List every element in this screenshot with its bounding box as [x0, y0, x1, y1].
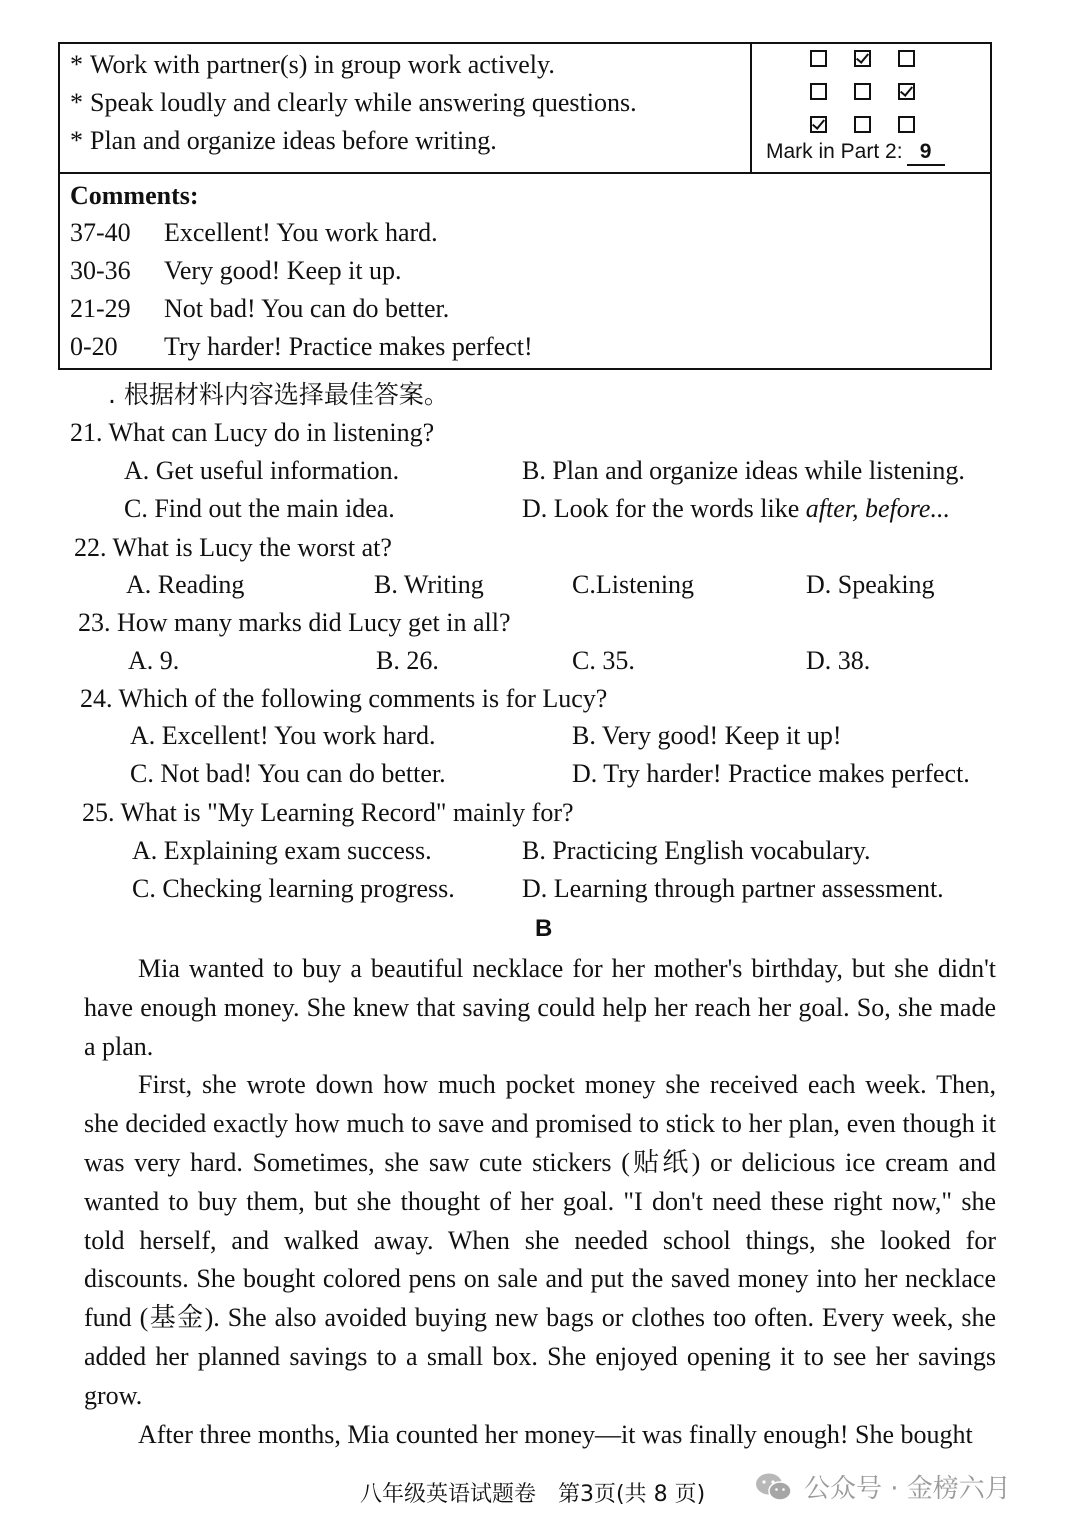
checkbox-row: [810, 50, 942, 83]
option: C. 35.: [572, 646, 635, 675]
option: A. Explaining exam success.: [132, 836, 432, 865]
tip-line: * Plan and organize ideas before writing.: [70, 126, 497, 155]
option: A. Excellent! You work hard.: [130, 721, 436, 750]
section-label: B: [535, 915, 553, 942]
reading-passage: [84, 950, 996, 1454]
option: A. 9.: [128, 646, 180, 675]
option: C. Checking learning progress.: [132, 874, 455, 903]
comment-row: 0-20 Try harder! Practice makes perfect!: [70, 332, 533, 361]
option: B. Plan and organize ideas while listening.: [522, 456, 965, 485]
wechat-logo-icon: [754, 1472, 794, 1502]
marks-cell: [752, 44, 990, 172]
option: C. Not bad! You can do better.: [130, 759, 446, 788]
checked-box-icon: [810, 116, 827, 133]
empty-box-icon: [810, 83, 827, 100]
checked-box-icon: [898, 83, 915, 100]
question-stem: 21. What can Lucy do in listening?: [70, 418, 435, 447]
watermark: [754, 1468, 1011, 1505]
tips-cell: [60, 44, 752, 172]
empty-box-icon: [898, 116, 915, 133]
option: B. Writing: [374, 570, 484, 599]
passage-paragraph: Mia wanted to buy a beautiful necklace for her mother's birthday, but she didn't have enough money. She knew that saving could help her reach her goal. So, she made a plan.: [84, 954, 996, 1061]
option: A. Get useful information.: [124, 456, 400, 485]
option: A. Reading: [126, 570, 245, 599]
question-stem: 23. How many marks did Lucy get in all?: [78, 608, 511, 637]
passage-paragraph: First, she wrote down how much pocket money she received each week. Then, she decided exactly how much to save and promised to stick to her plan, even though it was very hard. Sometimes, she saw cute stickers (贴纸) or delicious ice cream and wanted to buy them, but she thought of her goal. "I don't need these right now," she told herself, and walked away. When she needed school things, she looked for discounts. She bought colored pens on sale and put the saved money into her necklace fund (基金). She also avoided buying new bags or clothes too often. Every week, she added her planned savings to a small box. She enjoyed opening it to see her savings grow.: [84, 1070, 996, 1410]
option: D. 38.: [806, 646, 871, 675]
mark-value: 9: [907, 140, 945, 166]
option: B. Practicing English vocabulary.: [522, 836, 871, 865]
empty-box-icon: [854, 83, 871, 100]
question-stem: 24. Which of the following comments is for Lucy?: [80, 684, 608, 713]
option: C. Find out the main idea.: [124, 494, 395, 523]
empty-box-icon: [810, 50, 827, 67]
mark-in-part2: Mark in Part 2: 9: [766, 140, 945, 166]
page-footer: 八年级英语试题卷 第3页(共 8 页): [360, 1482, 706, 1507]
checked-box-icon: [854, 50, 871, 67]
comment-row: 21-29 Not bad! You can do better.: [70, 294, 450, 323]
watermark-text: 公众号 · 金榜六月: [804, 1474, 1011, 1504]
option: C.Listening: [572, 570, 695, 599]
table-top-row: [60, 44, 990, 174]
question-stem: 22. What is Lucy the worst at?: [74, 533, 392, 562]
instruction: . 根据材料内容选择最佳答案。: [108, 380, 449, 409]
option: D. Speaking: [806, 570, 935, 599]
option: D. Try harder! Practice makes perfect.: [572, 759, 970, 788]
checkbox-grid: [810, 50, 942, 149]
passage-paragraph: After three months, Mia counted her money—it was finally enough! She bought: [138, 1419, 973, 1449]
empty-box-icon: [898, 50, 915, 67]
tip-line: * Speak loudly and clearly while answering questions.: [70, 88, 637, 117]
option: D. Look for the words like after, before...: [522, 494, 950, 523]
checkbox-row: [810, 83, 942, 116]
comment-row: 30-36 Very good! Keep it up.: [70, 256, 402, 285]
comments-cell: [60, 174, 990, 368]
question-stem: 25. What is "My Learning Record" mainly for?: [82, 798, 574, 827]
empty-box-icon: [854, 116, 871, 133]
comment-row: 37-40 Excellent! You work hard.: [70, 218, 438, 247]
option: B. 26.: [376, 646, 439, 675]
tip-line: * Work with partner(s) in group work actively.: [70, 50, 555, 79]
comments-title: Comments:: [70, 181, 199, 210]
option: D. Learning through partner assessment.: [522, 874, 944, 903]
learning-record-table: [58, 42, 992, 370]
option: B. Very good! Keep it up!: [572, 721, 842, 750]
